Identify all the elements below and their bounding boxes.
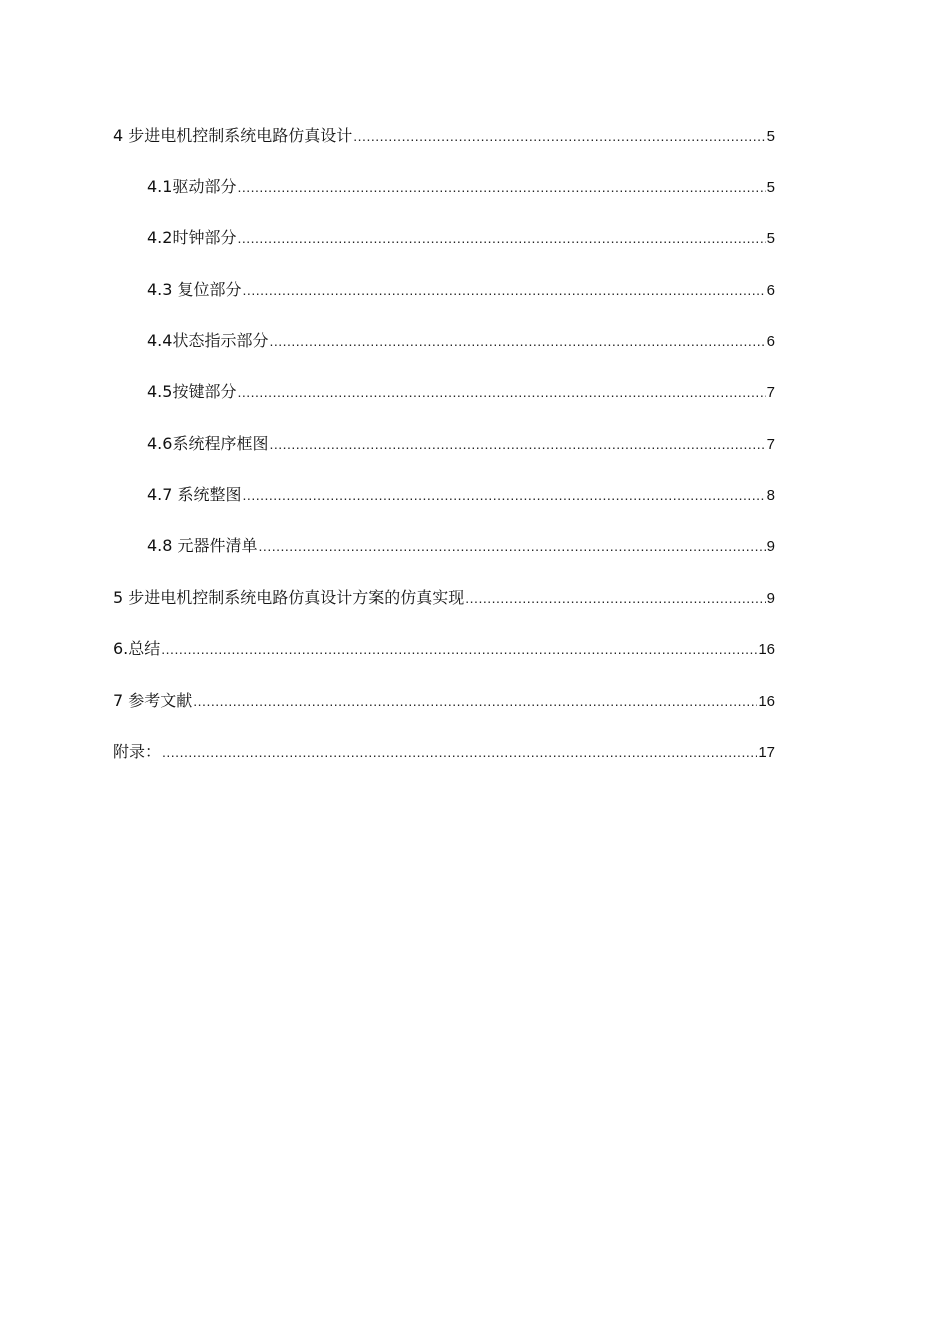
toc-page-number: 5	[766, 230, 775, 247]
toc-dot-leader	[193, 690, 757, 712]
toc-dot-leader	[237, 227, 765, 249]
toc-page-number: 16	[758, 693, 775, 710]
toc-entry-title: 4.3 复位部分	[147, 280, 242, 299]
toc-entry-section-4-7[interactable]	[147, 484, 775, 506]
toc-entry-chapter-4[interactable]	[113, 125, 775, 147]
toc-dot-leader	[162, 741, 757, 763]
toc-page-number: 6	[766, 333, 775, 350]
toc-page-number: 9	[766, 538, 775, 555]
toc-page-number: 7	[766, 384, 775, 401]
toc-page-number: 8	[766, 487, 775, 504]
toc-entry-title: 4.4状态指示部分	[147, 331, 269, 350]
toc-entry-section-4-5[interactable]	[147, 381, 775, 403]
toc-entry-title: 4.8 元器件清单	[147, 536, 258, 555]
toc-dot-leader	[259, 535, 766, 557]
toc-page-number: 5	[766, 179, 775, 196]
toc-entry-title: 附录：	[113, 742, 162, 761]
toc-page-number: 5	[766, 128, 775, 145]
toc-dot-leader	[161, 638, 757, 660]
toc-dot-leader	[243, 484, 766, 506]
toc-entry-title: 5 步进电机控制系统电路仿真设计方案的仿真实现	[113, 588, 465, 607]
toc-entry-title: 4.7 系统整图	[147, 485, 242, 504]
toc-dot-leader	[353, 125, 765, 147]
toc-dot-leader	[237, 176, 765, 198]
toc-entry-section-4-6[interactable]	[147, 433, 775, 455]
toc-entry-chapter-6[interactable]	[113, 638, 775, 660]
toc-page-number: 17	[758, 744, 775, 761]
toc-dot-leader	[269, 330, 765, 352]
toc-entry-chapter-7[interactable]	[113, 690, 775, 712]
toc-entry-appendix[interactable]	[113, 741, 775, 763]
toc-page-number: 16	[758, 641, 775, 658]
toc-entry-section-4-8[interactable]	[147, 535, 775, 557]
toc-entry-title: 4.5按键部分	[147, 382, 237, 401]
toc-entry-section-4-3[interactable]	[147, 279, 775, 301]
toc-dot-leader	[243, 279, 766, 301]
toc-dot-leader	[237, 381, 765, 403]
toc-entry-title: 7 参考文献	[113, 691, 193, 710]
toc-entry-title: 4.2时钟部分	[147, 228, 237, 247]
toc-entry-section-4-1[interactable]	[147, 176, 775, 198]
toc-entry-title: 6.总结	[113, 639, 161, 658]
toc-entry-section-4-2[interactable]	[147, 227, 775, 249]
toc-dot-leader	[269, 433, 765, 455]
toc-entry-section-4-4[interactable]	[147, 330, 775, 352]
toc-entry-title: 4.6系统程序框图	[147, 434, 269, 453]
toc-dot-leader	[465, 587, 765, 609]
toc-page-number: 9	[766, 590, 775, 607]
toc-entry-title: 4.1驱动部分	[147, 177, 237, 196]
toc-entry-chapter-5[interactable]	[113, 587, 775, 609]
toc-page-number: 6	[766, 282, 775, 299]
toc-entry-title: 4 步进电机控制系统电路仿真设计	[113, 126, 353, 145]
toc-page-number: 7	[766, 436, 775, 453]
